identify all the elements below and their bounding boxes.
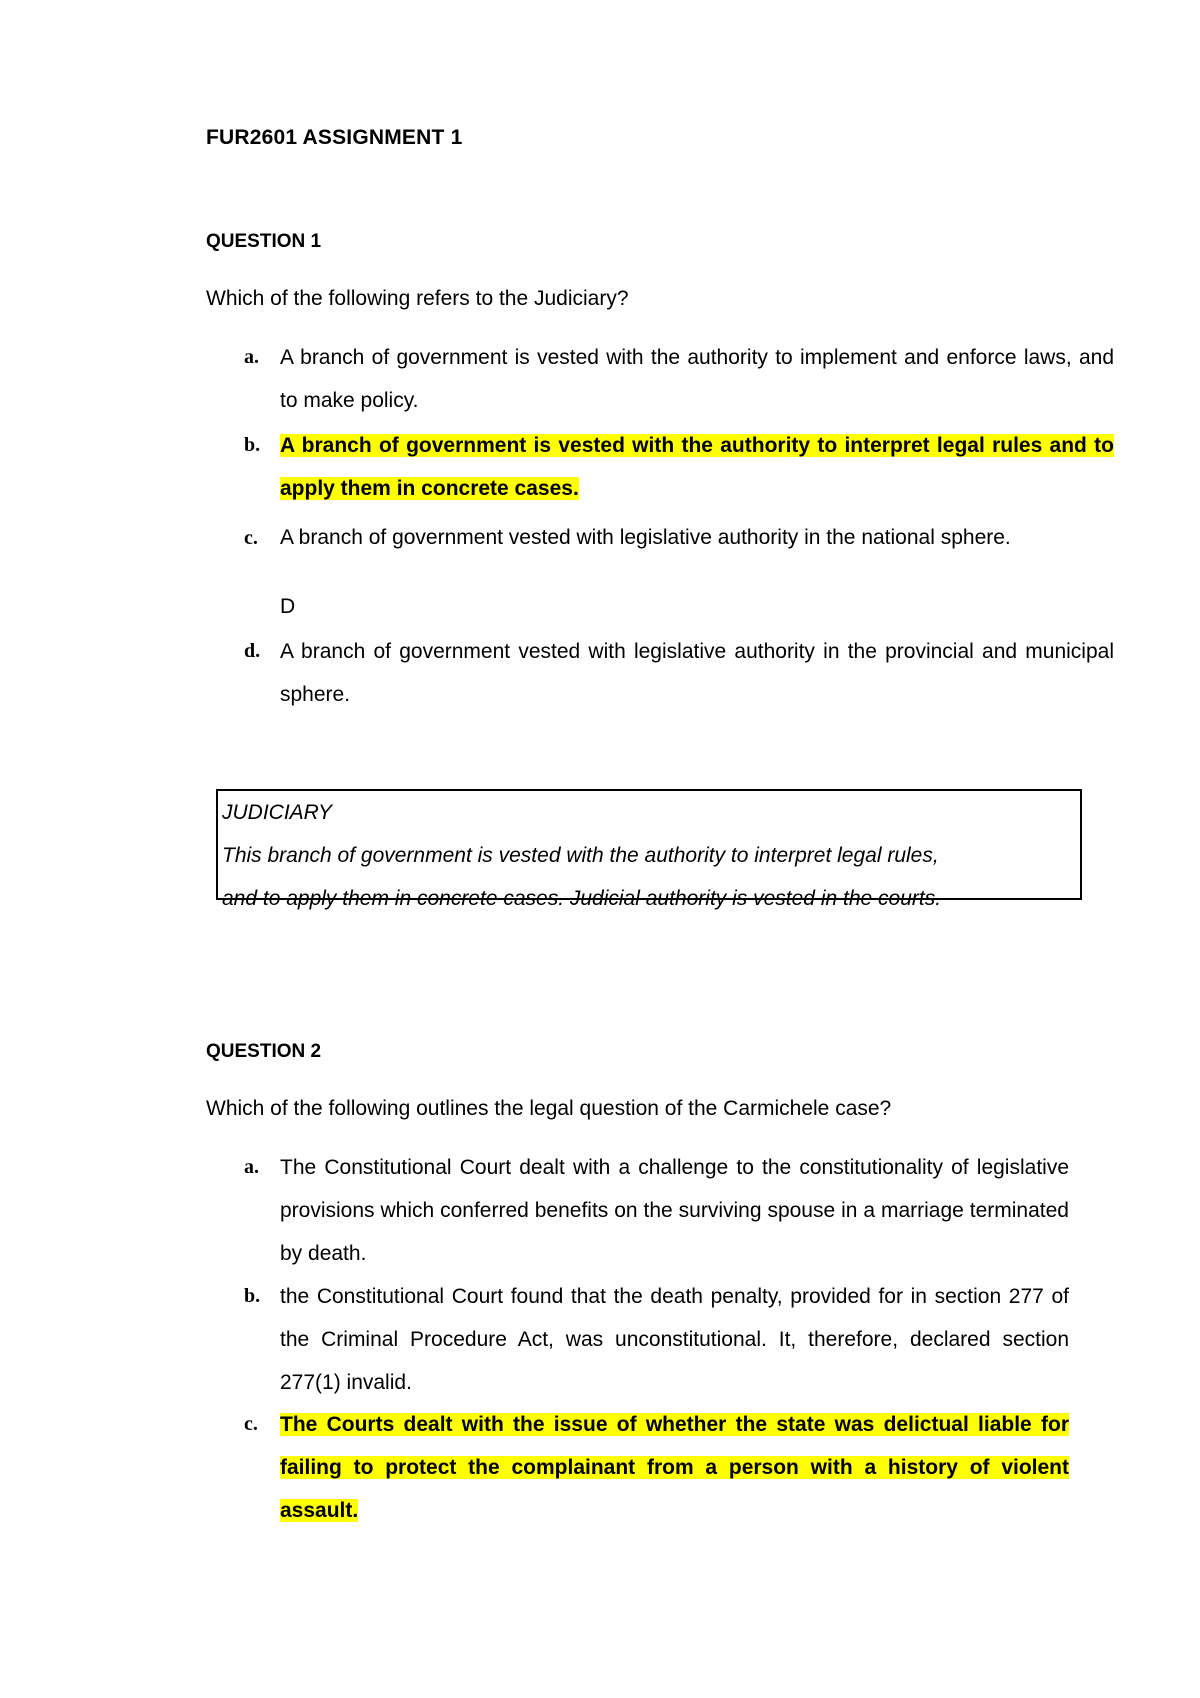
option-text: the Constitutional Court found that the death penalty, provided for in section 277 of the Criminal Procedure Act, was unconstitutional. It, therefore, declared section 277(1) invalid. (280, 1285, 1069, 1394)
note-box-line-2: and to apply them in concrete cases. Judicial authority is vested in the courts. (222, 887, 942, 910)
option-text: A branch of government vested with legislative authority in the national sphere. (280, 526, 1011, 549)
option-letter: d. (244, 640, 261, 662)
question-1-stray-answer: D (280, 595, 296, 618)
note-box-heading: JUDICIARY (222, 801, 333, 824)
highlighted-answer-text: A branch of government is vested with the authority to interpret legal rules and to apply them in concrete cases. (280, 434, 1114, 500)
note-box-line-1: This branch of government is vested with the authority to interpret legal rules, (222, 844, 939, 867)
question-2-option-a (244, 1146, 1069, 1275)
option-letter: c. (244, 527, 258, 549)
document-title: FUR2601 ASSIGNMENT 1 (206, 126, 463, 149)
question-1-option-b (244, 424, 1114, 510)
option-text: A branch of government vested with legislative authority in the provincial and municipal sphere. (280, 640, 1114, 706)
option-letter: b. (244, 1285, 261, 1307)
option-text: A branch of government is vested with the authority to implement and enforce laws, and to make policy. (280, 346, 1114, 412)
question-2-option-c (244, 1403, 1069, 1532)
option-letter: c. (244, 1413, 258, 1435)
question-1-option-c (244, 522, 1114, 554)
question-2-text: Which of the following outlines the legal question of the Carmichele case? (206, 1097, 892, 1120)
question-1-option-d (244, 630, 1114, 716)
question-2-option-b (244, 1275, 1069, 1404)
option-letter: a. (244, 346, 259, 368)
option-text-wrapper (280, 1403, 1069, 1532)
judiciary-note-box (216, 789, 1082, 910)
question-1-heading: QUESTION 1 (206, 231, 322, 252)
question-1-option-a (244, 336, 1114, 422)
option-text-wrapper (280, 424, 1114, 510)
question-1-text: Which of the following refers to the Judiciary? (206, 287, 629, 310)
option-text: The Constitutional Court dealt with a challenge to the constitutionality of legislative provisions which conferred benefits on the surviving spouse in a marriage terminated by death. (280, 1156, 1069, 1265)
question-2-heading: QUESTION 2 (206, 1041, 322, 1062)
highlighted-answer-text: The Courts dealt with the issue of whether the state was delictual liable for failing to protect the complainant from a person with a history of violent assault. (280, 1413, 1069, 1522)
option-letter: b. (244, 434, 261, 456)
option-letter: a. (244, 1156, 259, 1178)
